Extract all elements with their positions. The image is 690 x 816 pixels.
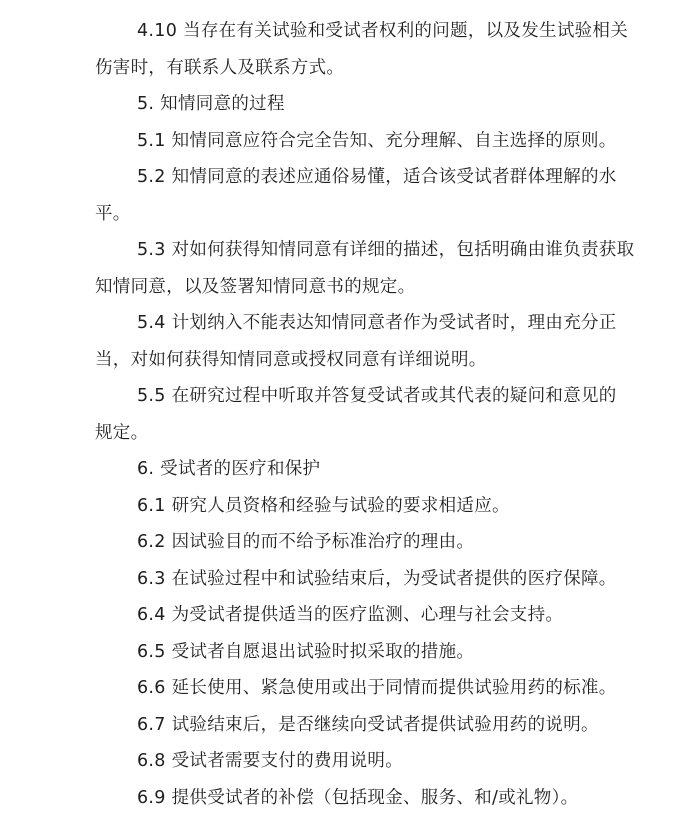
text-line: 6.1 研究人员资格和经验与试验的要求相适应。	[137, 495, 510, 516]
text-line: 6.2 因试验目的而不给予标准治疗的理由。	[137, 532, 475, 552]
text-line: 5.3 对如何获得知情同意有详细的描述，包括明确由谁负责获取	[137, 240, 635, 260]
paragraph-6-6	[95, 670, 635, 707]
text-line: 平。	[95, 203, 131, 224]
paragraph-5-5	[95, 378, 635, 451]
text-line: 6.5 受试者自愿退出试验时拟采取的措施。	[137, 641, 475, 662]
text-line: 4.10 当存在有关试验和受试者权利的问题，以及发生试验相关	[137, 21, 629, 41]
text-line: 6.3 在试验过程中和试验结束后，为受试者提供的医疗保障。	[137, 568, 617, 589]
paragraph-6-1	[95, 488, 635, 525]
section-heading: 5. 知情同意的过程	[137, 94, 285, 114]
text-line: 6.9 提供受试者的补偿（包括现金、服务、和/或礼物）。	[137, 787, 579, 808]
text-line: 6.8 受试者需要支付的费用说明。	[137, 751, 403, 771]
text-line: 规定。	[95, 422, 149, 443]
paragraph-5-1	[95, 123, 635, 160]
text-line: 5.4 计划纳入不能表达知情同意者作为受试者时，理由充分正	[137, 313, 617, 333]
paragraph-5-2	[95, 159, 635, 232]
text-line: 知情同意，以及签署知情同意书的规定。	[95, 276, 416, 297]
paragraph-6-3	[95, 561, 635, 598]
paragraph-6-4	[95, 597, 635, 634]
text-line: 5.5 在研究过程中听取并答复受试者或其代表的疑问和意见的	[137, 386, 617, 406]
paragraph-5-3	[95, 232, 635, 305]
paragraph-5-heading	[95, 86, 635, 123]
text-line: 5.2 知情同意的表述应通俗易懂，适合该受试者群体理解的水	[137, 167, 617, 187]
text-line: 6.6 延长使用、紧急使用或出于同情而提供试验用药的标准。	[137, 678, 617, 698]
paragraph-6-heading	[95, 451, 635, 488]
paragraph-6-2	[95, 524, 635, 561]
text-line: 6.4 为受试者提供适当的医疗监测、心理与社会支持。	[137, 605, 564, 625]
text-line: 6.7 试验结束后，是否继续向受试者提供试验用药的说明。	[137, 714, 599, 735]
paragraph-4-10	[95, 13, 635, 86]
paragraph-5-4	[95, 305, 635, 378]
text-line: 当，对如何获得知情同意或授权同意有详细说明。	[95, 349, 487, 370]
paragraph-6-9	[95, 780, 635, 816]
text-line: 伤害时，有联系人及联系方式。	[95, 57, 345, 78]
section-heading: 6. 受试者的医疗和保护	[137, 459, 321, 479]
paragraph-6-5	[95, 634, 635, 671]
paragraph-6-7	[95, 707, 635, 744]
paragraph-6-8	[95, 743, 635, 780]
text-line: 5.1 知情同意应符合完全告知、充分理解、自主选择的原则。	[137, 130, 617, 151]
